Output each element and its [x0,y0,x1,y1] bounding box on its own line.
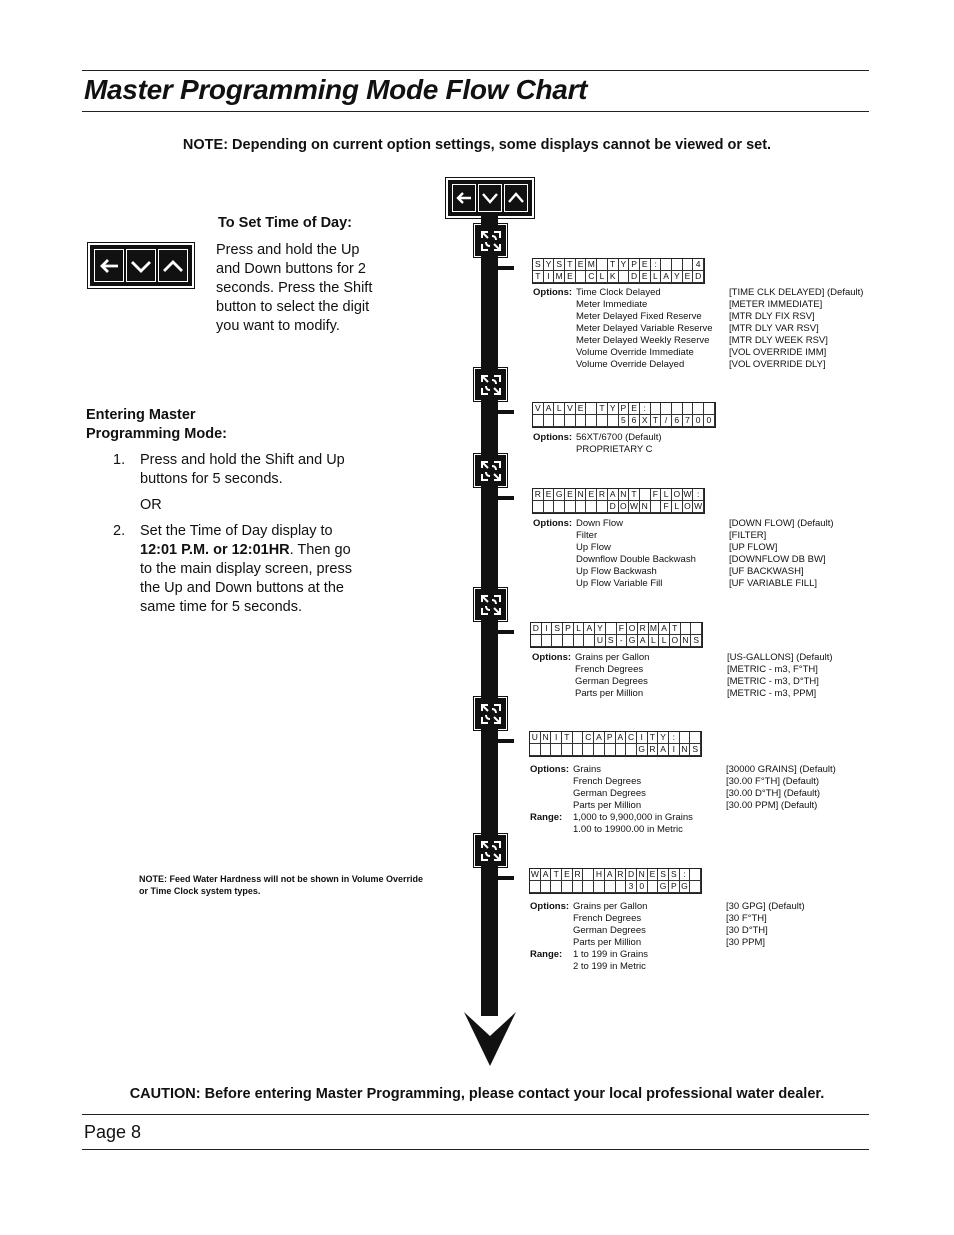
lcd-char: T [565,259,576,271]
lcd-char [672,403,683,415]
up-chevron-icon [158,249,188,282]
option-code: [30.00 F°TH] (Default) [726,776,820,787]
lcd-char: N [640,501,651,513]
lcd-char: D [626,869,637,881]
lcd-char: D [629,271,640,283]
lcd-char: G [680,881,691,893]
lcd-char: I [542,623,553,635]
lcd-char [542,635,553,647]
lcd-char: A [594,732,605,744]
lcd-char: 7 [683,415,694,427]
lcd-char [531,635,542,647]
lcd-char [576,501,587,513]
lcd-char: W [630,501,639,511]
lcd-char [533,415,544,427]
shift-icon [475,835,506,866]
lcd-char: I [637,732,648,744]
lcd-char: G [627,635,638,647]
lcd-char: O [672,489,683,501]
lcd-char: E [586,489,597,501]
left-arrow-icon [94,249,124,282]
connector-tick [498,630,514,634]
lcd-char: R [597,489,608,501]
lcd-char [573,744,584,756]
time-of-day-button-panel [90,245,192,286]
lcd-char: 0 [704,415,715,427]
lcd-char [586,403,597,415]
lcd-char: E [544,489,555,501]
lcd-char: N [576,489,587,501]
lcd-char: F [661,501,672,513]
lcd-char [661,403,672,415]
option-code: [METRIC - m3, F°TH] [727,664,818,675]
connector-tick [498,739,514,743]
option-name: Parts per Million [573,800,642,811]
lcd-char: I [551,732,562,744]
option-name: Meter Delayed Weekly Reserve [576,335,710,346]
lcd-char [586,501,597,513]
lcd-char: 3 [626,881,637,893]
lcd-char: M [586,259,597,271]
range-value: 2 to 199 in Metric [573,961,646,972]
lcd-char: W [694,501,703,511]
lcd-char: L [651,271,662,283]
lcd-char: F [617,623,628,635]
lcd-char: L [554,403,565,415]
lcd-char: : [693,489,704,501]
lcd-char [597,415,608,427]
option-code: [30.00 D°TH] (Default) [726,788,821,799]
down-chevron-icon [126,249,156,282]
connector-tick [498,876,514,880]
lcd-char: A [659,623,670,635]
left-arrow-icon [452,184,476,212]
lcd-char: F [651,489,662,501]
or-text: OR [140,497,162,513]
lcd-char: S [658,869,669,881]
lcd-char: E [565,271,576,283]
lcd-char: L [649,635,660,647]
lcd-char [690,869,701,881]
option-name: German Degrees [575,676,648,687]
connector-tick [498,410,514,414]
lcd-char: G [637,744,648,756]
options-label: Options: [533,518,573,529]
lcd-char [680,732,691,744]
lcd-char [574,635,585,647]
option-code: [US-GALLONS] (Default) [727,652,833,663]
range-label: Range: [530,812,563,823]
lcd-display [530,622,703,648]
option-name: Volume Override Delayed [576,359,685,370]
lcd-char: P [629,259,640,271]
lcd-char: R [638,623,649,635]
lcd-char: A [661,271,672,283]
lcd-char [681,623,692,635]
lcd-char [616,744,627,756]
option-code: [UP FLOW] [729,542,778,553]
lcd-char: W [530,869,539,879]
lcd-char: : [669,732,680,744]
range-value: 1,000 to 9,900,000 in Grains [573,812,693,823]
lcd-char: E [576,259,587,271]
lcd-char: T [551,869,562,881]
option-name: Parts per Million [575,688,644,699]
lcd-char: G [554,489,565,501]
lcd-char: / [661,415,672,427]
caution-text: CAUTION: Before entering Master Programming, please contact your local professional water dealer. [129,1086,825,1102]
option-name: PROPRIETARY C [576,444,653,455]
lcd-char: C [626,732,637,744]
lcd-char [584,635,595,647]
lcd-char: A [638,635,649,647]
lcd-char: E [565,489,576,501]
page-title: Master Programming Mode Flow Chart [84,74,588,105]
option-name: Up Flow [576,542,611,553]
shift-icon [475,698,506,729]
lcd-char [605,744,616,756]
lcd-char: G [658,881,669,893]
lcd-char [541,881,552,893]
option-code: [UF BACKWASH] [729,566,804,577]
lcd-char: P [619,403,630,415]
option-code: [DOWNFLOW DB BW] [729,554,826,565]
shift-icon [475,225,506,256]
lcd-char [691,623,702,635]
lcd-char: X [640,415,651,427]
option-name: Up Flow Variable Fill [576,578,663,589]
lcd-display [532,258,705,284]
lcd-char: S [669,869,680,881]
option-name: French Degrees [573,913,642,924]
lcd-char: E [683,271,694,283]
lcd-char [583,869,594,881]
lcd-char [565,415,576,427]
lcd-char: R [533,489,544,501]
option-code: [VOL OVERRIDE IMM] [729,347,827,358]
lcd-char: S [606,635,617,647]
option-code: [VOL OVERRIDE DLY] [729,359,826,370]
lcd-char: A [544,403,555,415]
time-of-day-heading: To Set Time of Day: [218,215,353,231]
lcd-char: T [629,489,640,501]
option-name: Downflow Double Backwash [576,554,696,565]
page-number: Page 8 [84,1122,142,1142]
lcd-char [544,501,555,513]
lcd-char: 0 [637,881,648,893]
lcd-char: S [690,744,701,756]
option-code: [METRIC - m3, D°TH] [727,676,819,687]
connector-tick [498,266,514,270]
lcd-char [704,403,715,415]
lcd-char [594,744,605,756]
lcd-char: U [595,635,606,647]
lcd-char [563,635,574,647]
option-name: Meter Immediate [576,299,648,310]
lcd-char [552,635,563,647]
lcd-char: 6 [672,415,683,427]
lcd-char [683,403,694,415]
option-name: German Degrees [573,925,646,936]
lcd-char: I [544,271,555,283]
lcd-char [597,259,608,271]
lcd-char: E [629,403,640,415]
lcd-char: T [648,732,659,744]
lcd-char: L [659,635,670,647]
range-value: 1.00 to 19900.00 in Metric [573,824,683,835]
lcd-char [583,744,594,756]
option-code: [MTR DLY VAR RSV] [729,323,819,334]
lcd-char: A [541,869,552,881]
lcd-char: : [680,869,691,881]
option-name: French Degrees [575,664,644,675]
footer-rule-bottom [82,1149,869,1150]
lcd-char: H [594,869,605,881]
options-label: Options: [533,287,573,298]
lcd-char: M [649,623,660,635]
lcd-char [554,415,565,427]
lcd-char [576,415,587,427]
lcd-char [573,732,584,744]
options-label: Options: [533,432,573,443]
lcd-char [541,744,552,756]
lcd-char: E [648,869,659,881]
lcd-char: P [563,623,574,635]
lcd-char: T [597,403,608,415]
option-name: French Degrees [573,776,642,787]
lcd-char [586,415,597,427]
lcd-char [640,489,651,501]
lcd-char [690,881,701,893]
lcd-char: P [605,732,616,744]
option-name: 56XT/6700 (Default) [576,432,662,443]
lcd-char: N [637,869,648,881]
entering-heading: Entering Master Programming Mode: [86,407,227,442]
option-code: [MTR DLY FIX RSV] [729,311,815,322]
lcd-char: A [658,744,669,756]
lcd-char: L [574,623,585,635]
lcd-char: T [670,623,681,635]
option-name: Meter Delayed Variable Reserve [576,323,713,334]
lcd-char [619,271,630,283]
lcd-char [533,501,544,513]
shift-icon [475,369,506,400]
lcd-char: T [608,259,619,271]
lcd-char: Y [672,271,683,283]
lcd-char: D [608,501,619,513]
range-value: 1 to 199 in Grains [573,949,648,960]
lcd-char: T [651,415,662,427]
lcd-char [648,881,659,893]
lcd-char: S [691,635,702,647]
option-code: [UF VARIABLE FILL] [729,578,817,589]
lcd-char: Y [544,259,555,271]
option-name: Grains per Gallon [575,652,650,663]
lcd-char: A [584,623,595,635]
shift-icon [475,455,506,486]
lcd-char [672,259,683,271]
lcd-char: Y [658,732,669,744]
down-chevron-icon [478,184,502,212]
option-name: Grains per Gallon [573,901,648,912]
lcd-char [573,881,584,893]
lcd-char [562,881,573,893]
option-code: [30000 GRAINS] (Default) [726,764,836,775]
lcd-char: N [681,635,692,647]
lcd-char: E [576,403,587,415]
lcd-display [529,731,702,757]
option-name: Filter [576,530,598,541]
lcd-char: O [670,635,681,647]
lcd-char: : [651,259,662,271]
connector-tick [498,496,514,500]
option-code: [FILTER] [729,530,767,541]
lcd-char: M [554,271,565,283]
option-name: Up Flow Backwash [576,566,657,577]
lcd-char [551,744,562,756]
option-name: Meter Delayed Fixed Reserve [576,311,702,322]
option-code: [30 GPG] (Default) [726,901,805,912]
lcd-char [530,881,541,893]
lcd-char: C [583,732,594,744]
lcd-char [608,415,619,427]
lcd-display [532,402,716,428]
lcd-char: A [616,732,627,744]
lcd-char: N [541,732,552,744]
lcd-char: : [640,403,651,415]
lcd-char: 6 [629,415,640,427]
lcd-char [530,744,541,756]
lcd-char [594,881,605,893]
range-label: Range: [530,949,563,960]
lcd-char: T [562,732,573,744]
lcd-char: T [533,271,544,283]
lcd-char [544,415,555,427]
lcd-char [583,881,594,893]
lcd-char [626,744,637,756]
option-code: [30 D°TH] [726,925,768,936]
lcd-char: L [597,271,608,283]
lcd-char: - [617,635,628,647]
option-code: [METRIC - m3, PPM] [727,688,817,699]
lcd-char [551,881,562,893]
lcd-char: O [683,501,694,513]
lcd-char: R [573,869,584,881]
top-rule [82,70,869,71]
lcd-char: Y [619,259,630,271]
lcd-char [597,501,608,513]
lcd-char: N [619,489,630,501]
lcd-char: A [605,869,616,881]
lcd-char [565,501,576,513]
lcd-char: S [552,623,563,635]
lcd-char [683,259,694,271]
lcd-char: Y [608,403,619,415]
lcd-char: V [565,403,576,415]
lcd-display [529,868,702,894]
lcd-char: D [693,271,704,283]
lcd-display [532,488,705,514]
option-name: Volume Override Immediate [576,347,694,358]
lcd-char: E [640,271,651,283]
shift-icon [475,589,506,620]
option-code: [METER IMMEDIATE] [729,299,823,310]
down-arrow-icon [462,1010,518,1066]
spine-button-panel [448,180,532,216]
lcd-char [661,259,672,271]
lcd-char [616,881,627,893]
lcd-char: V [533,403,544,415]
option-code: [30.00 PPM] (Default) [726,800,818,811]
option-name: Time Clock Delayed [576,287,661,298]
lcd-char: S [554,259,565,271]
lcd-char: C [586,271,597,283]
option-name: Grains [573,764,601,775]
option-code: [30 F°TH] [726,913,767,924]
lcd-char: D [531,623,542,635]
time-of-day-text: Press and hold the Up and Down buttons for 2 seconds. Press the Shift button to select the digit you want to modify. [216,242,373,334]
footer-rule-top [82,1114,869,1115]
feed-water-note: NOTE: Feed Water Hardness will not be shown in Volume Override or Time Clock system types. [139,874,424,896]
lcd-char [605,881,616,893]
lcd-char: L [661,489,672,501]
option-name: Parts per Million [573,937,642,948]
lcd-char [693,403,704,415]
title-underline [82,111,869,112]
option-name: German Degrees [573,788,646,799]
lcd-char [651,501,662,513]
lcd-char: E [640,259,651,271]
lcd-char: K [608,271,619,283]
lcd-char [576,271,587,283]
options-label: Options: [532,652,572,663]
lcd-char: P [669,881,680,893]
lcd-char: A [608,489,619,501]
lcd-char: L [672,501,683,513]
options-label: Options: [530,764,570,775]
lcd-char [554,501,565,513]
up-chevron-icon [504,184,528,212]
lcd-char: R [648,744,659,756]
lcd-char: S [533,259,544,271]
lcd-char: O [627,623,638,635]
option-code: [DOWN FLOW] (Default) [729,518,834,529]
option-code: [MTR DLY WEEK RSV] [729,335,828,346]
lcd-char: R [616,869,627,881]
lcd-char [690,732,701,744]
lcd-char: 0 [693,415,704,427]
lcd-char: U [530,732,541,744]
lcd-char [651,403,662,415]
lcd-char: N [680,744,691,756]
option-name: Down Flow [576,518,623,529]
lcd-char: 4 [693,259,704,271]
lcd-char: I [669,744,680,756]
option-code: [30 PPM] [726,937,766,948]
lcd-char [562,744,573,756]
lcd-char: W [683,489,692,499]
lcd-char [606,623,617,635]
lcd-char: O [619,501,630,513]
settings-note: NOTE: Depending on current option settings, some displays cannot be viewed or set. [182,137,772,153]
lcd-char: E [562,869,573,881]
lcd-char: 5 [619,415,630,427]
lcd-char: Y [595,623,606,635]
option-code: [TIME CLK DELAYED] (Default) [729,287,864,298]
options-label: Options: [530,901,570,912]
